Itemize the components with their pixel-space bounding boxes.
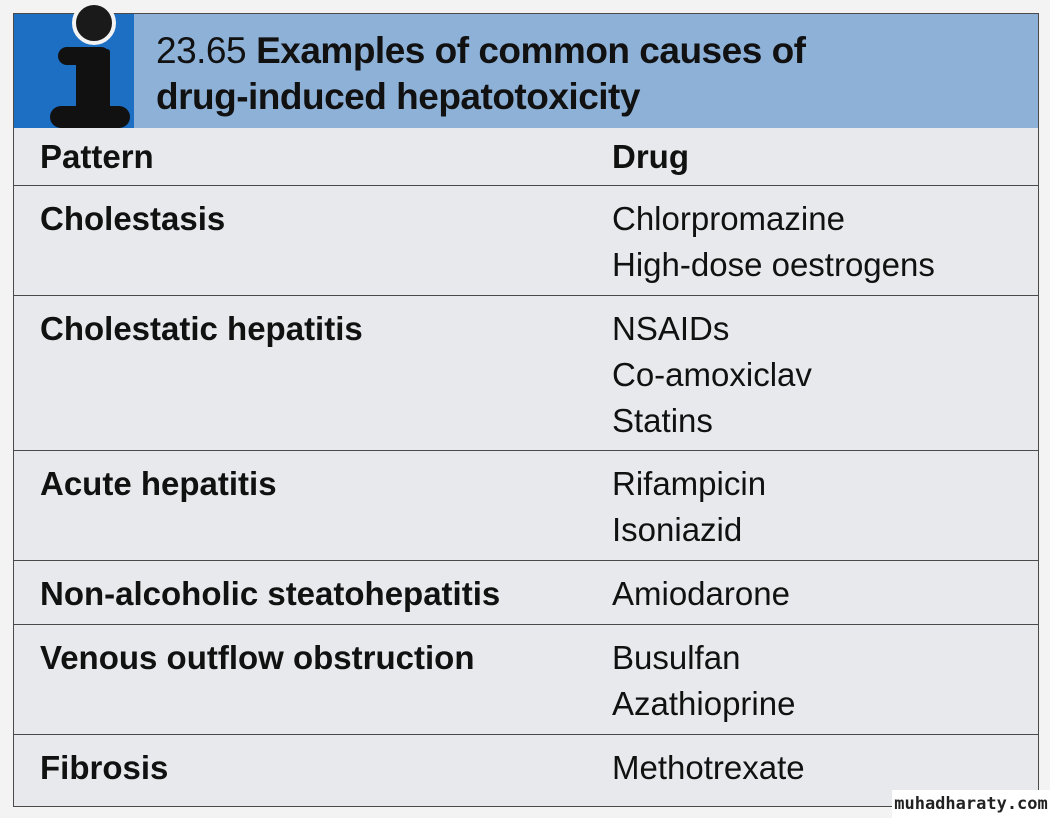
drug-name: Azathioprine (612, 685, 796, 722)
drug-cell (612, 461, 766, 553)
table-row (14, 186, 1038, 296)
table-number: 23.65 (156, 30, 247, 71)
info-icon-base (50, 106, 130, 128)
drug-name: Isoniazid (612, 511, 743, 548)
table-frame (13, 13, 1039, 807)
drug-name: Amiodarone (612, 575, 790, 612)
pattern-cell: Non-alcoholic steatohepatitis (40, 575, 501, 612)
title-bar (14, 14, 1038, 128)
watermark: muhadharaty.com (892, 790, 1050, 818)
info-icon (14, 14, 134, 128)
pattern-cell: Acute hepatitis (40, 465, 277, 502)
drug-cell (612, 635, 795, 727)
table-row (14, 561, 1038, 625)
drug-name: Busulfan (612, 639, 741, 676)
drug-name: Statins (612, 402, 713, 439)
info-icon-dot (72, 1, 116, 45)
drug-name: High-dose oestrogens (612, 246, 935, 283)
drug-name: Rifampicin (612, 465, 767, 502)
pattern-cell: Venous outflow obstruction (40, 639, 475, 676)
drug-name: Methotrexate (612, 749, 805, 786)
drug-cell (612, 571, 790, 617)
table-row (14, 625, 1038, 735)
column-header-pattern: Pattern (40, 138, 154, 175)
pattern-cell: Fibrosis (40, 749, 169, 786)
drug-name: NSAIDs (612, 310, 730, 347)
column-header-drug: Drug (612, 138, 689, 175)
pattern-cell: Cholestatic hepatitis (40, 310, 363, 347)
table-title (156, 28, 1016, 120)
drug-name: Co-amoxiclav (612, 356, 812, 393)
drug-cell (612, 745, 805, 791)
drug-name: Chlorpromazine (612, 200, 845, 237)
title-line-2: drug-induced hepatotoxicity (156, 76, 640, 117)
column-header-row (14, 128, 1038, 186)
drug-cell (612, 306, 812, 444)
drug-cell (612, 196, 935, 288)
pattern-cell: Cholestasis (40, 200, 226, 237)
table-row (14, 296, 1038, 451)
title-line-1: Examples of common causes of (256, 30, 806, 71)
table-row (14, 735, 1038, 808)
table-row (14, 451, 1038, 561)
